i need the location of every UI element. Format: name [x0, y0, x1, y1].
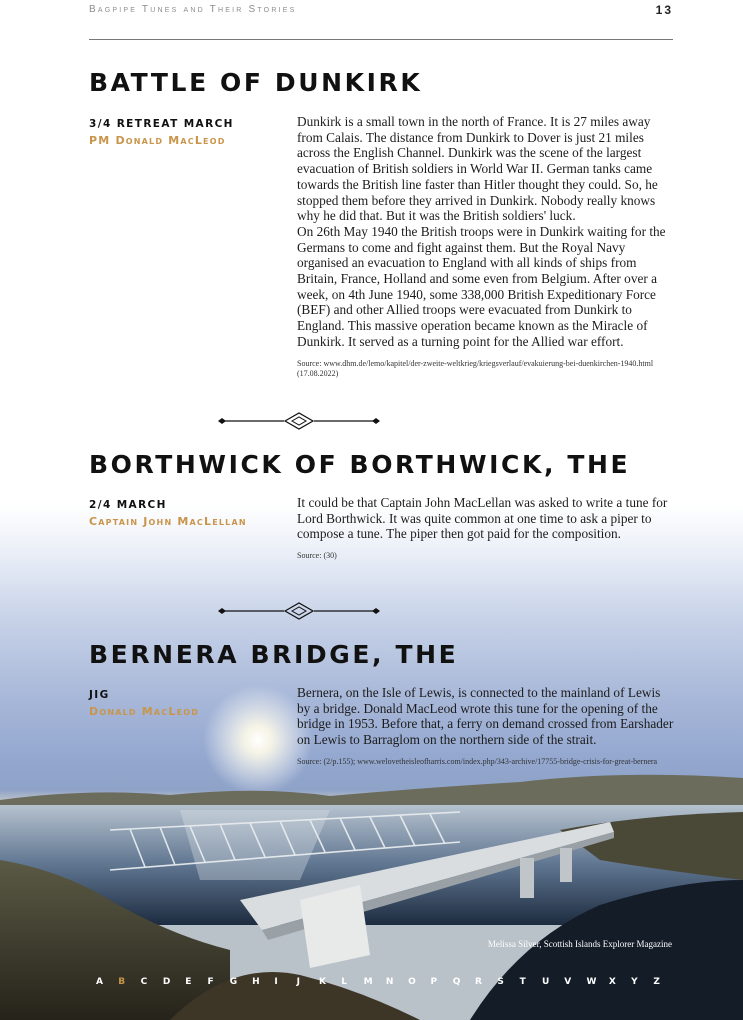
alphabet-letter-e[interactable]: E — [185, 977, 192, 987]
source-citation: Source: (2/p.155); www.welovetheisleofharris.com/index.php/343-archive/17755-bridge-crisis-for-great-bernera — [297, 756, 658, 766]
alphabet-letter-a[interactable]: A — [96, 977, 103, 987]
tune-entry — [89, 450, 673, 561]
tune-type: 3/4 RETREAT MARCH — [89, 118, 234, 130]
tune-type: JIG — [89, 689, 110, 701]
tune-description — [297, 114, 675, 380]
tune-meta — [89, 688, 289, 720]
paragraph: It could be that Captain John MacLellan was asked to write a tune for Lord Borthwick. It was quite common at one time to ask a piper to compose a tune. The piper then got paid for the composition. — [297, 495, 668, 542]
ornament-divider — [218, 411, 380, 431]
alphabet-letter-u[interactable]: U — [541, 977, 550, 987]
alphabet-letter-r[interactable]: R — [475, 977, 482, 987]
tune-type: 2/4 MARCH — [89, 499, 167, 511]
alphabet-letter-z[interactable]: Z — [653, 977, 660, 987]
alphabet-letter-k[interactable]: K — [318, 977, 326, 987]
alphabet-letter-y[interactable]: Y — [631, 977, 638, 987]
header-rule — [89, 39, 673, 40]
alphabet-letter-d[interactable]: D — [162, 977, 171, 987]
alphabet-index — [96, 977, 676, 987]
alphabet-letter-n[interactable]: N — [385, 977, 394, 987]
tune-description — [297, 685, 675, 767]
alphabet-letter-t[interactable]: T — [519, 977, 526, 987]
alphabet-letter-c[interactable]: C — [140, 977, 148, 987]
alphabet-letter-p[interactable]: P — [430, 977, 438, 987]
alphabet-letter-v[interactable]: V — [564, 977, 572, 987]
tune-entry — [89, 640, 674, 766]
tune-title: BATTLE OF DUNKIRK — [89, 68, 423, 97]
tune-meta — [89, 117, 289, 149]
paragraph: On 26th May 1940 the British troops were in Dunkirk waiting for the Germans to come and fight against them. But the Royal Navy organised an evacuation to England with all kinds of ships from Britain, France, Holland and some even from Belgium. After over a week, on 4th June 1940, some 338,000 British Expeditionary Force (BEF) and other Allied troops were evacuated from Dunkirk to England. This massive operation became known as the Miracle of Dunkirk. It served as a turning point for the Allied war effort. — [297, 223, 666, 349]
alphabet-letter-x[interactable]: X — [608, 977, 616, 987]
paragraph: Dunkirk is a small town in the north of France. It is 27 miles away from Calais. The distance from Dunkirk to Dover is just 21 miles across the English Channel. Dunkirk was the scene of the largest evacuation of British soldiers in World War II. German tanks came towards the British line faster than Hitler thought they could. So, he stopped them before they arrived in Dunkirk. Nobody really knows why he did that. But it was the British soldiers' luck. — [297, 114, 658, 224]
composer-name: Captain John MacLellan — [89, 515, 247, 528]
alphabet-letter-h[interactable]: H — [252, 977, 260, 987]
alphabet-letter-m[interactable]: M — [363, 977, 373, 987]
tune-title: BORTHWICK OF BORTHWICK, THE — [89, 450, 631, 479]
running-title: Bagpipe Tunes and Their Stories — [89, 4, 297, 15]
alphabet-letter-l[interactable]: L — [341, 977, 348, 987]
paragraph: Bernera, on the Isle of Lewis, is connected to the mainland of Lewis by a bridge. Donald MacLeod wrote this tune for the opening of the bridge in 1953. Before that, a ferry on demand crossed from Earshader on Lewis to Barraglom on the northern side of the strait. — [297, 685, 674, 748]
alphabet-letter-q[interactable]: Q — [452, 977, 461, 987]
tune-description — [297, 495, 675, 562]
photo-credit: Melissa Silver, Scottish Islands Explorer Magazine — [487, 939, 672, 949]
alphabet-letter-o[interactable]: O — [408, 977, 416, 987]
tune-meta — [89, 498, 289, 530]
alphabet-letter-s[interactable]: S — [497, 977, 504, 987]
alphabet-letter-i[interactable]: I — [274, 977, 278, 987]
page-header — [89, 4, 673, 20]
alphabet-letter-b[interactable]: B — [118, 977, 126, 987]
ornament-divider — [218, 601, 380, 621]
alphabet-letter-f[interactable]: F — [207, 977, 214, 987]
tune-title: BERNERA BRIDGE, THE — [89, 640, 459, 669]
source-citation: Source: (30) — [297, 551, 337, 561]
source-citation: Source: www.dhm.de/lemo/kapitel/der-zweite-weltkrieg/kriegsverlauf/evakuierung-bei-duenkirchen-1940.html (17.08.2022) — [297, 358, 654, 379]
alphabet-letter-g[interactable]: G — [229, 977, 238, 987]
alphabet-letter-j[interactable]: J — [296, 977, 301, 987]
composer-name: Donald MacLeod — [89, 705, 200, 718]
composer-name: PM Donald MacLeod — [89, 134, 226, 147]
alphabet-letter-w[interactable]: W — [586, 977, 597, 987]
page-number: 13 — [655, 3, 673, 17]
tune-entry — [89, 68, 673, 379]
